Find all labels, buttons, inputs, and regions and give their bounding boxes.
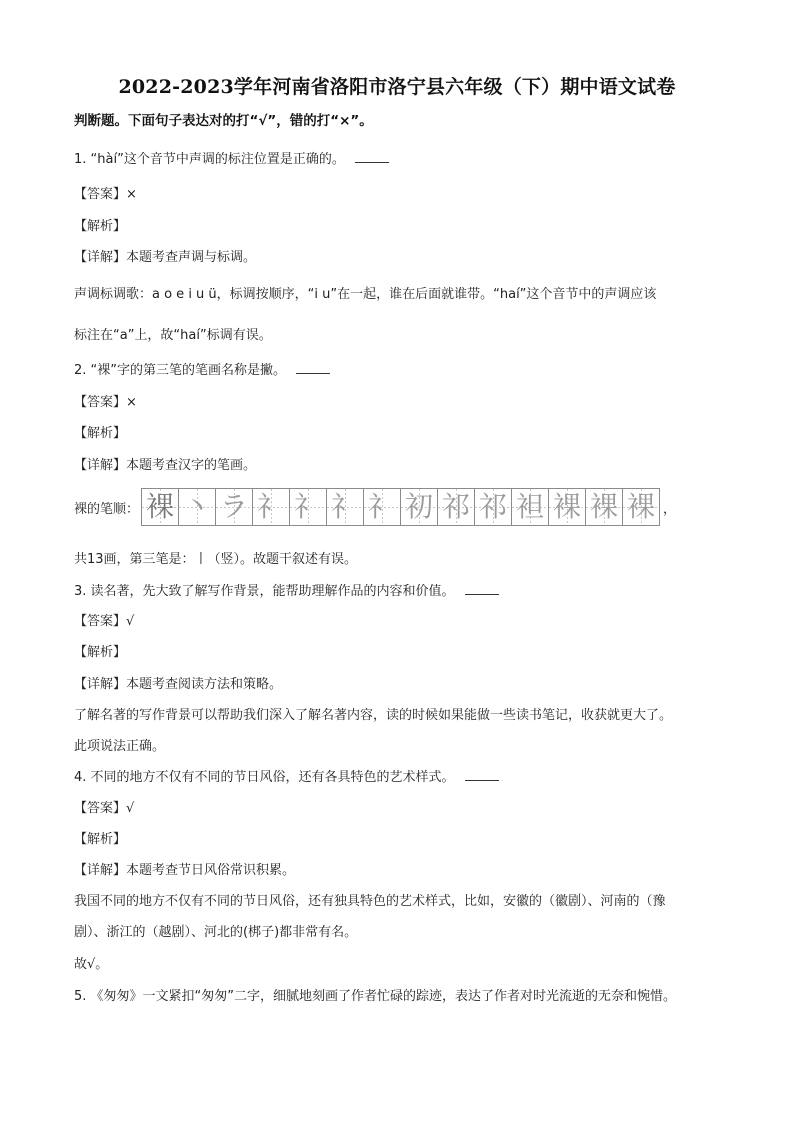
stroke-glyph: 礻 <box>294 490 323 523</box>
answer-value: × <box>126 395 137 410</box>
stroke-order-label: 裸的笔顺： <box>74 501 140 517</box>
question-1-text: 1. “hàí”这个音节中声调的标注位置是正确的。 <box>74 152 345 167</box>
stroke-glyph: 裸 <box>627 490 656 523</box>
answer-label: 【答案】 <box>74 614 127 629</box>
page-title: 2022-2023学年河南省洛阳市洛宁县六年级（下）期中语文试卷 <box>118 76 676 98</box>
question-2-text: 2. “裸”字的第三笔的笔画名称是撇。 <box>74 363 287 378</box>
answer-label: 【答案】 <box>74 187 127 202</box>
analysis-label: 【解析】 <box>74 832 127 847</box>
stroke-glyph: ラ <box>220 490 249 523</box>
stroke-order-row <box>74 487 676 527</box>
stroke-glyph: 祁 <box>479 490 508 523</box>
stroke-glyph: 礻 <box>368 490 397 523</box>
detail-label: 【详解】 <box>74 250 127 265</box>
answer-label: 【答案】 <box>74 395 127 410</box>
stroke-glyph: 礻 <box>257 490 286 523</box>
stroke-cell <box>141 488 179 526</box>
detail-text: 本题考查汉字的笔画。 <box>126 458 257 473</box>
stroke-glyph: 袒 <box>516 490 545 523</box>
answer-label: 【答案】 <box>74 801 127 816</box>
detail-label: 【详解】 <box>74 458 127 473</box>
answer-line <box>74 610 134 629</box>
explanation-text: 了解名著的写作背景可以帮助我们深入了解名著内容，读的时候如果能做一些读书笔记，收获就更大了。 <box>74 708 673 723</box>
stroke-cell <box>252 488 290 526</box>
answer-blank <box>465 582 499 595</box>
explanation-text: 标注在“a”上，故“haí”标调有误。 <box>74 328 272 343</box>
detail-line <box>74 454 256 473</box>
stroke-glyph: 祁 <box>442 490 471 523</box>
answer-value: √ <box>126 801 135 816</box>
detail-text: 本题考查声调与标调。 <box>126 250 257 265</box>
stroke-cell <box>474 488 512 526</box>
answer-blank <box>355 150 389 163</box>
question-1 <box>74 148 389 167</box>
stroke-cell <box>363 488 401 526</box>
analysis-label: 【解析】 <box>74 645 127 660</box>
question-2 <box>74 359 330 378</box>
analysis-label: 【解析】 <box>74 426 127 441</box>
stroke-cell <box>326 488 364 526</box>
stroke-glyph: 礻 <box>331 490 360 523</box>
analysis-label: 【解析】 <box>74 219 127 234</box>
detail-text: 本题考查阅读方法和策略。 <box>126 677 283 692</box>
stroke-glyph: 丶 <box>183 490 212 523</box>
detail-line <box>74 673 282 692</box>
answer-blank <box>465 768 499 781</box>
stroke-cell <box>400 488 438 526</box>
detail-label: 【详解】 <box>74 677 127 692</box>
answer-blank <box>296 361 330 374</box>
detail-line <box>74 859 295 878</box>
answer-line <box>74 391 137 410</box>
question-5-text: 5. 《匆匆》一文紧扣“匆匆”二字，细腻地刻画了作者忙碌的踪迹，表达了作者对时光流逝的无奈和惋惜。 <box>74 989 677 1004</box>
detail-text: 本题考查节日风俗常识积累。 <box>126 863 296 878</box>
stroke-cell <box>437 488 475 526</box>
stroke-order-end: ， <box>663 501 677 517</box>
answer-line <box>74 797 134 816</box>
explanation-text: 声调标调歌：a o e i u ü，标调按顺序，“i u”在一起，谁在后面就谁带。“haí”这个音节中的声调应该 <box>74 287 657 302</box>
answer-line <box>74 183 137 202</box>
question-4 <box>74 766 499 785</box>
stroke-cell <box>215 488 253 526</box>
stroke-glyph: 裸 <box>553 490 582 523</box>
stroke-order-grid <box>141 488 660 526</box>
stroke-glyph: 裸 <box>146 490 175 523</box>
stroke-cell <box>178 488 216 526</box>
explanation-text: 我国不同的地方不仅有不同的节日风俗，还有独具特色的艺术样式，比如，安徽的（徽剧）、河南的（豫 <box>74 894 666 909</box>
stroke-cell <box>548 488 586 526</box>
stroke-cell <box>511 488 549 526</box>
stroke-cell <box>585 488 623 526</box>
explanation-text: 故√。 <box>74 957 109 972</box>
stroke-glyph: 裸 <box>590 490 619 523</box>
explanation-text: 共13画，第三笔是：丨（竖）。故题干叙述有误。 <box>74 552 358 567</box>
detail-label: 【详解】 <box>74 863 127 878</box>
explanation-text: 剧）、浙江的（越剧）、河北的(梆子)都非常有名。 <box>74 925 358 940</box>
detail-line <box>74 246 256 265</box>
stroke-glyph: 初 <box>405 490 434 523</box>
stroke-cell <box>289 488 327 526</box>
question-4-text: 4. 不同的地方不仅有不同的节日风俗，还有各具特色的艺术样式。 <box>74 770 455 785</box>
stroke-cell <box>622 488 660 526</box>
answer-value: √ <box>126 614 135 629</box>
question-3-text: 3. 读名著，先大致了解写作背景，能帮助理解作品的内容和价值。 <box>74 584 455 599</box>
explanation-text: 此项说法正确。 <box>74 739 166 754</box>
answer-value: × <box>126 187 137 202</box>
question-3 <box>74 580 499 599</box>
section-heading: 判断题。下面句子表达对的打“√”，错的打“×”。 <box>74 113 373 129</box>
